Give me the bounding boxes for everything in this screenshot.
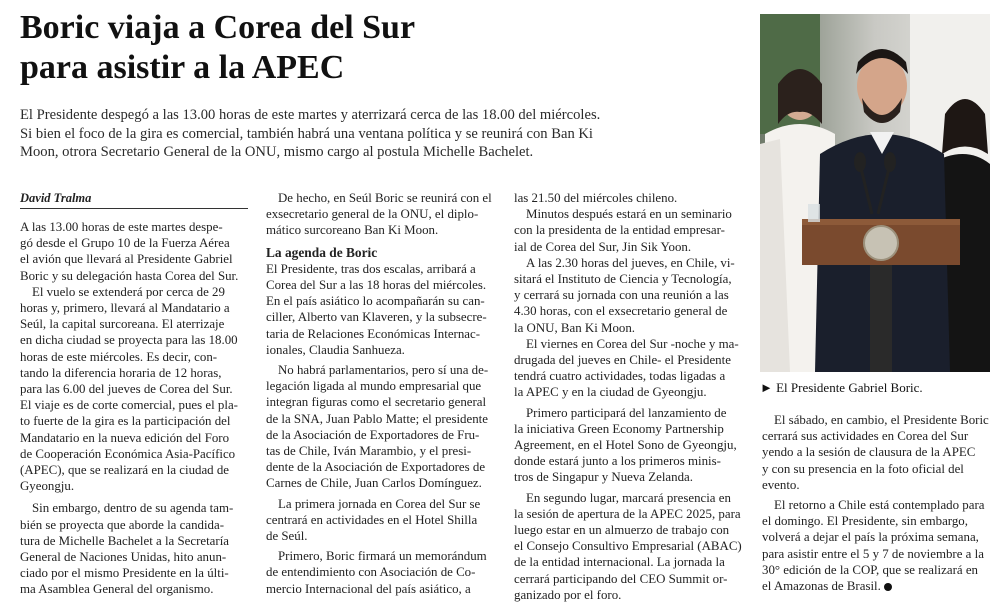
text-line: La primera jornada en Corea del Sur se bbox=[278, 496, 481, 511]
text-line: las 21.50 del miércoles chileno. bbox=[514, 191, 678, 205]
text-line: exsecretario general de la ONU, el diplo- bbox=[266, 207, 479, 222]
text-line: 30° edición de la COP, que se realizará en bbox=[762, 562, 978, 577]
text-line: No habrá parlamentarios, pero sí una de- bbox=[278, 363, 489, 378]
text-line: ciado por el mismo Presidente en la últi- bbox=[20, 566, 229, 581]
text-line: sitará el Instituto de Ciencia y Tecnología, bbox=[514, 272, 732, 287]
text-line: integran figuras como el secretario general bbox=[266, 395, 487, 410]
text-line: de Cooperación Económica Asia-Pacífico bbox=[20, 446, 236, 461]
text-line: 4.30 horas, con el exsecretario general de bbox=[514, 304, 728, 319]
text-line: ionales, Claudia Sanhueza. bbox=[266, 342, 405, 357]
text-line: ial de Corea del Sur, Jin Sik Yoon. bbox=[514, 239, 692, 254]
headline-line-2: para asistir a la APEC bbox=[20, 49, 345, 86]
text-line: tando la diferencia horaria de 12 horas, bbox=[20, 365, 222, 380]
text-line: tura de Michelle Bachelet a la Secretaría bbox=[20, 533, 230, 548]
text-line: el avión que llevará al Presidente Gabriel bbox=[20, 252, 233, 267]
headline bbox=[20, 8, 740, 88]
text-line: y cerrará su jornada con una reunión a las bbox=[514, 288, 729, 303]
text-line: De hecho, en Seúl Boric se reunirá con el bbox=[278, 191, 492, 205]
text-line: Boric y su delegación hasta Corea del Sur. bbox=[20, 268, 239, 283]
text-line: ganizado por el foro. bbox=[514, 587, 622, 602]
text-line: de la SNA, Juan Pablo Matte; el presidente bbox=[266, 411, 488, 426]
text-line: El viaje es de corte comercial, pues el pla- bbox=[20, 398, 238, 413]
text-line: donde estará junto a los primeros minis- bbox=[514, 454, 721, 469]
text-line: luego estar en un almuerzo de trabajo con bbox=[514, 523, 730, 538]
headline-line-1: Boric viaja a Corea del Sur bbox=[20, 9, 416, 46]
text-line: gó desde el Grupo 10 de la Fuerza Aérea bbox=[20, 236, 230, 251]
text-line: para las 6.00 del jueves de Corea del Sur. bbox=[20, 382, 233, 397]
photo-caption: ► El Presidente Gabriel Boric. bbox=[760, 380, 923, 395]
text-line: y con su presencia en la foto oficial del bbox=[762, 461, 964, 476]
text-line: El sábado, en cambio, el Presidente Boric bbox=[774, 413, 989, 427]
text-line: de Seúl. bbox=[266, 529, 308, 544]
text-line: la sesión de apertura de la APEC 2025, para bbox=[514, 506, 741, 521]
text-line: de la entidad internacional. La jornada la bbox=[514, 555, 725, 570]
text-line: En el país asiático lo acompañarán su can- bbox=[266, 294, 485, 309]
text-line: dente de la Asociación de Exportadores de bbox=[266, 460, 486, 475]
text-line: para asistir entre el 5 y 7 de noviembre a la bbox=[762, 546, 984, 561]
text-line: horas y, primero, llevará al Mandatario a bbox=[20, 301, 230, 316]
end-of-article-mark bbox=[884, 583, 892, 591]
text-line: Minutos después estará en un seminario bbox=[526, 207, 732, 222]
text-line: de la Asociación de Exportadores de Fru- bbox=[266, 427, 480, 442]
text-line: el Consejo Consultivo Empresarial (ABAC) bbox=[514, 539, 742, 554]
section-subhead: La agenda de Boric bbox=[266, 244, 378, 260]
text-line: bién se proyecta que aborde la candida- bbox=[20, 517, 225, 532]
text-line: horas de este miércoles. Es decir, con- bbox=[20, 349, 218, 364]
text-line: taria de Relaciones Económicas Internac- bbox=[266, 326, 481, 341]
text-line: to fuerte de la gira es la participación del bbox=[20, 414, 231, 429]
text-line: la APEC y en la ciudad de Gyeongju. bbox=[514, 385, 707, 400]
text-line: tas de Chile, Iván Marambio, y el presi- bbox=[266, 444, 472, 459]
text-line: ma Asamblea General del organismo. bbox=[20, 582, 214, 597]
text-line: el domingo. El Presidente, sin embargo, bbox=[762, 514, 968, 529]
lead-line: El Presidente despegó a las 13.00 horas de este martes y aterrizará cerca de las 18.00 del miércoles. bbox=[20, 107, 601, 123]
text-line: tros de Singapur y Nueva Zelanda. bbox=[514, 470, 693, 485]
lead-line: Moon, otrora Secretario General de la ONU, mismo cargo al postula Michelle Bachelet. bbox=[20, 144, 534, 160]
text-line: con la presidenta de la entidad empresar- bbox=[514, 223, 725, 238]
text-line: Corea del Sur a las 18 horas del miércoles. bbox=[266, 278, 487, 293]
text-line: General de Naciones Unidas, hito anun- bbox=[20, 550, 227, 565]
text-line: la ONU, Ban Ki Moon. bbox=[514, 320, 636, 335]
text-line: cerrará sus actividades en Corea del Sur bbox=[762, 429, 969, 444]
text-line: Seúl, la capital surcoreana. El aterrizaje bbox=[20, 317, 225, 332]
lead-paragraph bbox=[20, 106, 750, 162]
text-line: la iniciativa Green Economy Partnership bbox=[514, 421, 724, 436]
text-line: de entendimiento con Asociación de Co- bbox=[266, 565, 476, 580]
article-column-2 bbox=[266, 190, 496, 597]
text-line: ciller, Alberto van Klaveren, y la subsecre- bbox=[266, 310, 487, 325]
text-line: Gyeongju. bbox=[20, 479, 75, 494]
text-line: El Presidente, tras dos escalas, arribará a bbox=[266, 261, 476, 276]
text-line: evento. bbox=[762, 477, 800, 492]
text-line: drugada del jueves en Chile- el Presidente bbox=[514, 353, 731, 368]
lead-line: Si bien el foco de la gira es comercial, también habrá una ventana política y se reunirá con Ban Ki bbox=[20, 125, 593, 142]
article-column-4 bbox=[762, 412, 992, 594]
text-line: cerrará participando del CEO Summit or- bbox=[514, 571, 728, 586]
text-line: En segundo lugar, marcará presencia en bbox=[526, 490, 731, 505]
text-line: (APEC), que se realizará en la ciudad de bbox=[20, 463, 230, 478]
text-line: legación ligada al mundo empresarial que bbox=[266, 379, 482, 394]
president-photo bbox=[760, 14, 990, 372]
byline: David Tralma bbox=[20, 190, 248, 209]
text-line: A las 13.00 horas de este martes despe- bbox=[20, 220, 223, 234]
text-line: Carnes de Chile, Juan Carlos Domínguez. bbox=[266, 476, 482, 491]
text-line: El viernes en Corea del Sur -noche y ma- bbox=[526, 336, 739, 351]
text-line: mático surcoreano Ban Ki Moon. bbox=[266, 223, 439, 238]
text-line: Agreement, en el Hotel Sono de Gyeongju, bbox=[514, 438, 737, 453]
text-line: Sin embargo, dentro de su agenda tam- bbox=[32, 501, 234, 516]
text-line: mercio Internacional del país asiático, a bbox=[266, 581, 471, 596]
text-line: Primero, Boric firmará un memorándum bbox=[278, 549, 487, 564]
article-column-3 bbox=[514, 190, 744, 603]
text-line: El retorno a Chile está contemplado para bbox=[774, 498, 985, 513]
text-line: Mandatario en la nueva edición del Foro bbox=[20, 430, 230, 445]
text-line: yendo a la sesión de clausura de la APEC bbox=[762, 445, 976, 460]
text-line: centrará en actividades en el Hotel Shilla bbox=[266, 512, 478, 527]
text-line: tendrá cuatro actividades, todas ligadas a bbox=[514, 369, 726, 384]
text-line: en dicha ciudad se proyecta para las 18.00 bbox=[20, 333, 238, 348]
text-line: volverá a dejar el país la próxima semana, bbox=[762, 530, 979, 545]
article-column-1 bbox=[20, 190, 248, 598]
text-line: El vuelo se extenderá por cerca de 29 bbox=[32, 284, 225, 299]
text-line: A las 2.30 horas del jueves, en Chile, vi- bbox=[526, 255, 735, 270]
text-line bbox=[762, 578, 992, 594]
text-line-content: el Amazonas de Brasil. bbox=[762, 579, 881, 594]
text-line: Primero participará del lanzamiento de bbox=[526, 405, 727, 420]
